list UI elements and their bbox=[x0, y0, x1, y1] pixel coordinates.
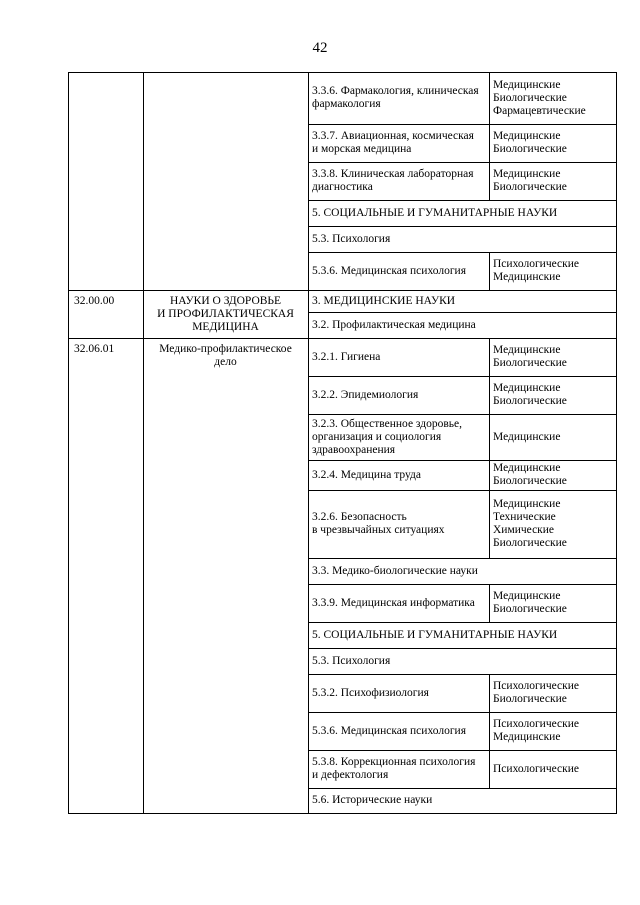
table-rule-vertical bbox=[489, 72, 490, 124]
science-area-text: 5. СОЦИАЛЬНЫЕ И ГУМАНИТАРНЫЕ НАУКИ bbox=[312, 206, 558, 219]
science-area bbox=[312, 490, 485, 558]
science-branches bbox=[493, 338, 612, 376]
science-area-text: 5.3.6. Медицинская психология bbox=[312, 724, 467, 737]
science-branches bbox=[493, 124, 612, 162]
science-branches-text: Медицинские Биологические bbox=[493, 590, 567, 615]
science-area-text: 3.2.2. Эпидемиология bbox=[312, 388, 419, 401]
science-area-text: 5.3.6. Медицинская психология bbox=[312, 264, 467, 277]
specialty-code-text: 32.06.01 bbox=[74, 343, 115, 355]
science-area bbox=[312, 712, 485, 750]
table-rule-horizontal bbox=[68, 813, 308, 814]
science-branches bbox=[493, 750, 612, 788]
science-area-text: 5.3.2. Психофизиология bbox=[312, 686, 429, 699]
science-branches-text: Медицинские Биологические Фармацевтические bbox=[493, 78, 586, 117]
science-branches-text: Психологические Медицинские bbox=[493, 718, 579, 743]
table-rule-vertical bbox=[143, 290, 144, 339]
science-branches bbox=[493, 584, 612, 622]
table-rule-vertical bbox=[489, 376, 490, 414]
table-rule-vertical bbox=[308, 338, 309, 814]
science-area bbox=[312, 750, 485, 788]
table-rule-vertical bbox=[308, 290, 309, 339]
table-rule-vertical bbox=[68, 72, 69, 291]
table-rule-horizontal bbox=[68, 290, 308, 291]
science-branches bbox=[493, 414, 612, 460]
table-rule-vertical bbox=[489, 414, 490, 460]
table-rule-vertical bbox=[489, 252, 490, 290]
science-area-text: 3.3.6. Фармакология, клиническая фармакология bbox=[312, 85, 479, 110]
science-branches-text: Психологические bbox=[493, 762, 579, 775]
table-rule-vertical bbox=[489, 162, 490, 200]
science-branches bbox=[493, 712, 612, 750]
table-rule-vertical bbox=[489, 674, 490, 712]
science-branches-text: Медицинские Биологические bbox=[493, 462, 567, 487]
specialty-code bbox=[74, 295, 141, 308]
table-rule-vertical bbox=[489, 490, 490, 558]
science-area bbox=[312, 414, 485, 460]
specialty-name-text: Медико-профилактическое дело bbox=[159, 343, 292, 368]
science-area bbox=[312, 312, 612, 338]
science-area bbox=[312, 124, 485, 162]
table-rule-vertical bbox=[489, 338, 490, 376]
science-area bbox=[312, 162, 485, 200]
science-area bbox=[312, 226, 612, 252]
table-rule-vertical bbox=[489, 124, 490, 162]
science-branches-text: Психологические Медицинские bbox=[493, 258, 579, 283]
science-area-text: 5.6. Исторические науки bbox=[312, 794, 433, 806]
table-rule-vertical bbox=[489, 584, 490, 622]
table-rule-horizontal bbox=[68, 338, 308, 339]
science-area bbox=[312, 460, 485, 490]
science-branches bbox=[493, 162, 612, 200]
table-rule-vertical bbox=[616, 72, 617, 291]
science-area bbox=[312, 200, 612, 226]
table-rule-vertical bbox=[616, 338, 617, 814]
science-branches-text: Медицинские Биологические bbox=[493, 344, 567, 369]
table-rule-vertical bbox=[68, 290, 69, 339]
science-branches-text: Медицинские Технические Химические Биологические bbox=[493, 498, 567, 549]
table-rule-horizontal bbox=[308, 813, 616, 814]
science-area-text: 3.2.1. Гигиена bbox=[312, 350, 381, 363]
science-area bbox=[312, 788, 612, 813]
specialty-name bbox=[147, 343, 304, 369]
science-area bbox=[312, 622, 612, 648]
science-branches-text: Медицинские Биологические bbox=[493, 382, 567, 407]
science-branches-text: Медицинские Биологические bbox=[493, 130, 567, 155]
science-area-text: 3.2. Профилактическая медицина bbox=[312, 318, 476, 331]
specialty-code-text: 32.00.00 bbox=[74, 295, 115, 307]
science-area-text: 5.3. Психология bbox=[312, 654, 391, 667]
science-area-text: 5.3.8. Коррекционная психология и дефектология bbox=[312, 756, 476, 781]
science-area bbox=[312, 376, 485, 414]
table-rule-vertical bbox=[489, 712, 490, 750]
science-area-text: 5. СОЦИАЛЬНЫЕ И ГУМАНИТАРНЫЕ НАУКИ bbox=[312, 628, 558, 641]
science-branches bbox=[493, 376, 612, 414]
science-branches bbox=[493, 460, 612, 490]
page-number: 42 bbox=[312, 40, 328, 56]
science-branches bbox=[493, 72, 612, 124]
science-branches-text: Психологические Биологические bbox=[493, 680, 579, 705]
science-area bbox=[312, 290, 612, 312]
science-area bbox=[312, 674, 485, 712]
table-rule-vertical bbox=[489, 750, 490, 788]
science-branches bbox=[493, 674, 612, 712]
table-rule-vertical bbox=[143, 72, 144, 291]
science-area-text: 3.2.6. Безопасность в чрезвычайных ситуациях bbox=[312, 511, 445, 536]
science-area-text: 3.3.8. Клиническая лабораторная диагностика bbox=[312, 168, 474, 193]
table-rule-vertical bbox=[308, 72, 309, 291]
science-area-text: 3.3. Медико-биологические науки bbox=[312, 564, 478, 577]
science-area bbox=[312, 584, 485, 622]
science-area bbox=[312, 72, 485, 124]
specialty-name-text: НАУКИ О ЗДОРОВЬЕ И ПРОФИЛАКТИЧЕСКАЯ МЕДИЦИНА bbox=[157, 295, 294, 333]
table-rule-vertical bbox=[68, 338, 69, 814]
science-area-text: 3.3.9. Медицинская информатика bbox=[312, 596, 475, 609]
science-area bbox=[312, 648, 612, 674]
science-area bbox=[312, 338, 485, 376]
science-branches bbox=[493, 490, 612, 558]
science-branches-text: Медицинские Биологические bbox=[493, 168, 567, 193]
science-area bbox=[312, 558, 612, 584]
science-area-text: 3.2.3. Общественное здоровье, организация и социология здравоохранения bbox=[312, 417, 463, 456]
science-branches bbox=[493, 252, 612, 290]
science-area-text: 3.2.4. Медицина труда bbox=[312, 468, 421, 481]
table-rule-vertical bbox=[143, 338, 144, 814]
table-rule-vertical bbox=[616, 290, 617, 339]
science-area bbox=[312, 252, 485, 290]
science-area-text: 3. МЕДИЦИНСКИЕ НАУКИ bbox=[312, 294, 456, 307]
table-rule-vertical bbox=[489, 460, 490, 490]
specialty-code bbox=[74, 343, 141, 356]
science-branches-text: Медицинские bbox=[493, 430, 561, 443]
science-area-text: 5.3. Психология bbox=[312, 232, 391, 245]
science-area-text: 3.3.7. Авиационная, космическая и морская медицина bbox=[312, 130, 474, 155]
specialty-name bbox=[147, 295, 304, 334]
